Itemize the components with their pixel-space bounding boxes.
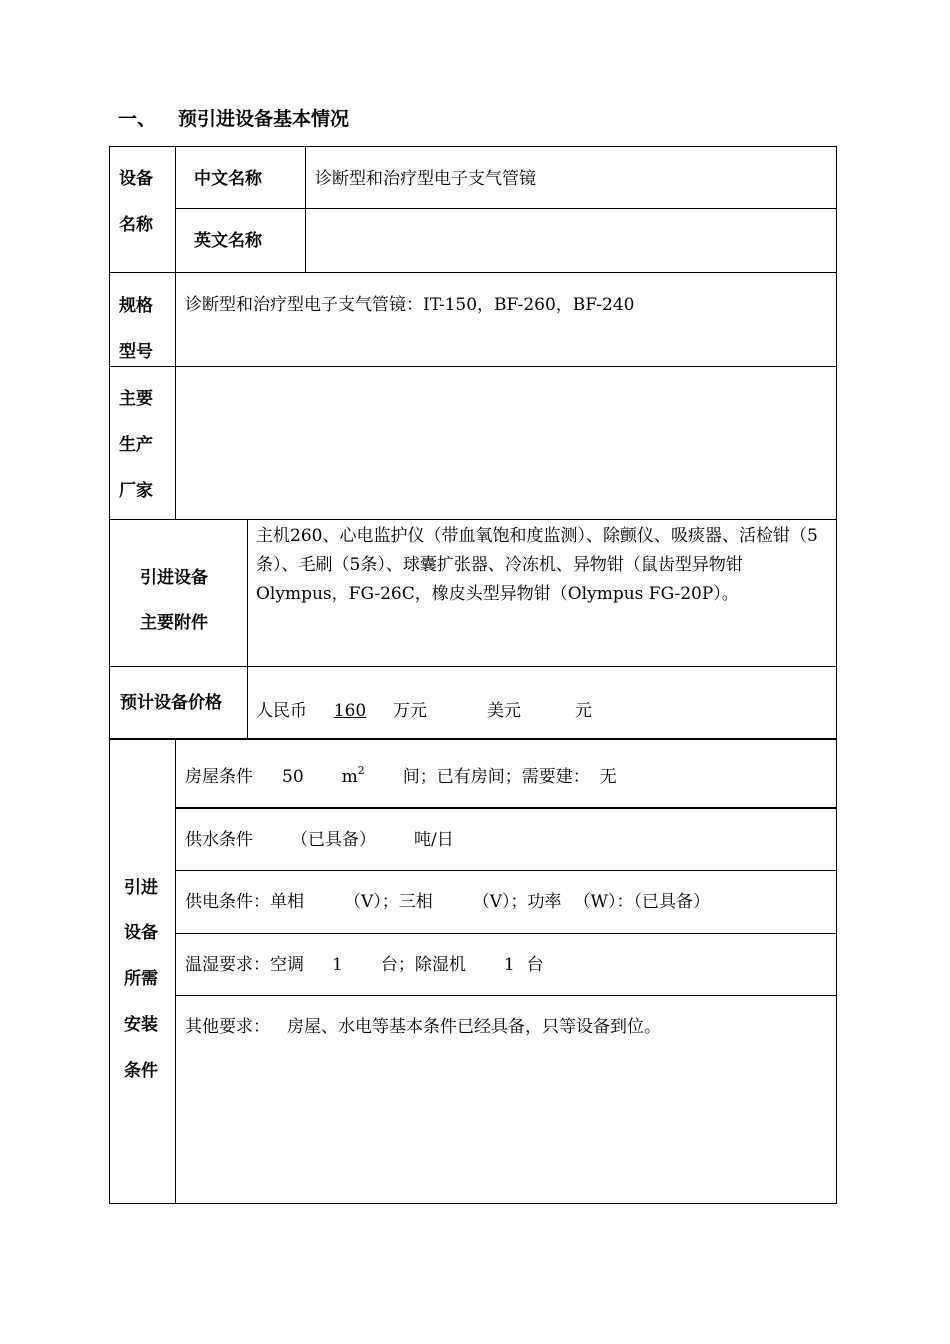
room-condition — [185, 759, 617, 789]
price-label: 预计设备价格 — [120, 693, 222, 713]
other-prefix: 其他要求： — [185, 1017, 270, 1037]
spec-label-2: 型号 — [119, 342, 153, 362]
section-number: 一、 — [118, 108, 157, 130]
rmb-unit: 万元 — [393, 701, 427, 721]
water-condition — [185, 828, 454, 852]
climate-condition — [185, 953, 544, 977]
install-label-1: 引进 — [124, 878, 158, 898]
other-value: 房屋、水电等基本条件已经具备，只等设备到位。 — [287, 1017, 661, 1037]
climate-unit: 台 — [526, 955, 544, 975]
section-heading — [118, 104, 349, 131]
climate-mid: 台；除湿机 — [380, 955, 466, 975]
room-unit-sup: 2 — [357, 764, 365, 777]
spec-value: 诊断型和治疗型电子支气管镜：IT-150，BF-260，BF-240 — [185, 295, 635, 315]
usd-prefix: 美元 — [487, 701, 521, 721]
room-unit: m — [341, 767, 358, 787]
rmb-amount: 160 — [333, 701, 367, 721]
en-name-label: 英文名称 — [194, 231, 262, 251]
section-title: 预引进设备基本情况 — [178, 108, 350, 130]
spec-label-1: 规格 — [119, 296, 153, 316]
install-label-3: 所需 — [124, 969, 158, 989]
power-v2: （V）；功率 — [472, 892, 562, 912]
ac-count: 1 — [332, 955, 343, 975]
power-text: 供电条件：单相 — [185, 892, 304, 912]
room-prefix: 房屋条件 — [185, 767, 253, 787]
cn-name-value: 诊断型和治疗型电子支气管镜 — [315, 169, 536, 189]
device-name-label-1: 设备 — [119, 169, 153, 189]
water-status: （已具备） — [291, 830, 376, 850]
manufacturer-label-3: 厂家 — [119, 481, 153, 501]
other-condition — [185, 1015, 661, 1039]
accessories-label-1: 引进设备 — [140, 568, 208, 588]
rmb-prefix: 人民币 — [256, 701, 307, 721]
power-v1: （V）；三相 — [344, 892, 433, 912]
manufacturer-label-1: 主要 — [119, 389, 153, 409]
install-label-4: 安装 — [124, 1015, 158, 1035]
manufacturer-label-2: 生产 — [119, 435, 153, 455]
room-area: 50 — [282, 767, 304, 787]
water-prefix: 供水条件 — [185, 830, 253, 850]
install-label-5: 条件 — [124, 1061, 158, 1081]
room-rest: 间；已有房间；需要建： — [402, 767, 590, 787]
accessories-value: 主机260、心电监护仪（带血氧饱和度监测）、除颤仪、吸痰器、活检钳（5条）、毛刷（5条）、球囊扩张器、冷冻机、异物钳（鼠齿型异物钳Olympus，FG-26C，橡皮头型异物钳（Olympus FG-20P）。 — [256, 526, 818, 604]
power-condition — [185, 890, 710, 914]
install-label-2: 设备 — [124, 923, 158, 943]
device-name-label-2: 名称 — [119, 215, 153, 235]
accessories-label-2: 主要附件 — [140, 613, 208, 633]
cn-name-label: 中文名称 — [194, 169, 262, 189]
usd-unit: 元 — [575, 701, 592, 721]
price-value — [256, 699, 592, 723]
room-need: 无 — [599, 767, 617, 787]
dehumidifier-count: 1 — [503, 955, 515, 975]
climate-prefix: 温湿要求：空调 — [185, 955, 304, 975]
power-w: （W）：（已具备） — [573, 892, 711, 912]
water-unit: 吨/日 — [414, 830, 454, 850]
